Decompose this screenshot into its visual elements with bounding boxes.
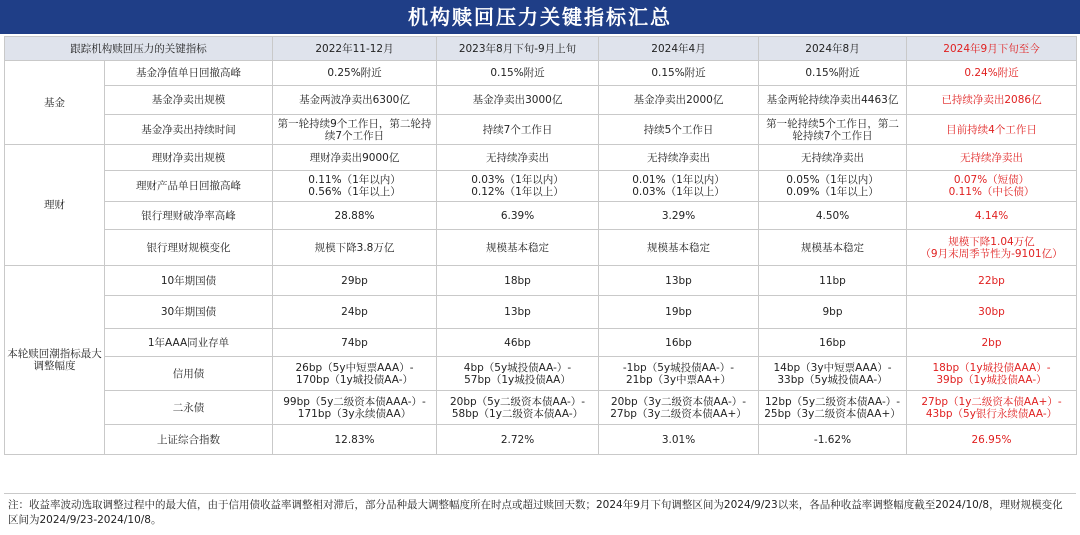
value-cell-current: 已持续净卖出2086亿 xyxy=(907,86,1077,115)
value-cell: 3.01% xyxy=(599,425,759,455)
value-cell: 14bp（3y中短票AAA）- 33bp（5y城投债AA-） xyxy=(759,357,907,391)
value-cell: 4bp（5y城投债AA-）- 57bp（1y城投债AA） xyxy=(437,357,599,391)
value-cell-current: 2bp xyxy=(907,329,1077,357)
value-cell: 13bp xyxy=(599,266,759,296)
group-label: 基金 xyxy=(5,61,105,145)
indicator-name: 30年期国债 xyxy=(105,296,273,329)
header-period-current: 2024年9月下旬至今 xyxy=(907,37,1077,61)
value-cell: 18bp xyxy=(437,266,599,296)
value-cell-current: 目前持续4个工作日 xyxy=(907,115,1077,145)
value-cell: 20bp（5y二级资本债AA-）- 58bp（1y二级资本债AA-） xyxy=(437,391,599,425)
value-cell: 0.11%（1年以内） 0.56%（1年以上） xyxy=(273,171,437,202)
table-row xyxy=(5,266,1077,296)
group-label: 理财 xyxy=(5,145,105,266)
table-row xyxy=(5,115,1077,145)
indicator-name: 信用债 xyxy=(105,357,273,391)
value-cell: 24bp xyxy=(273,296,437,329)
header-period: 2023年8月下旬-9月上旬 xyxy=(437,37,599,61)
indicator-name: 银行理财规模变化 xyxy=(105,230,273,266)
indicator-name: 10年期国债 xyxy=(105,266,273,296)
group-label: 本轮赎回潮指标最大调整幅度 xyxy=(5,266,105,455)
value-cell: 0.03%（1年以内） 0.12%（1年以上） xyxy=(437,171,599,202)
value-cell: 28.88% xyxy=(273,202,437,230)
table-row xyxy=(5,357,1077,391)
indicator-name: 1年AAA同业存单 xyxy=(105,329,273,357)
value-cell: 29bp xyxy=(273,266,437,296)
value-cell: 基金两轮持续净卖出4463亿 xyxy=(759,86,907,115)
value-cell: -1.62% xyxy=(759,425,907,455)
value-cell-current: 0.07%（短债） 0.11%（中长债） xyxy=(907,171,1077,202)
value-cell-current: 26.95% xyxy=(907,425,1077,455)
header-indicator: 跟踪机构赎回压力的关键指标 xyxy=(5,37,273,61)
value-cell: 基金净卖出2000亿 xyxy=(599,86,759,115)
value-cell: 第一轮持续5个工作日，第二轮持续7个工作日 xyxy=(759,115,907,145)
value-cell: 13bp xyxy=(437,296,599,329)
table-row xyxy=(5,329,1077,357)
value-cell: 19bp xyxy=(599,296,759,329)
value-cell-current: 22bp xyxy=(907,266,1077,296)
value-cell: 基金两波净卖出6300亿 xyxy=(273,86,437,115)
value-cell: 11bp xyxy=(759,266,907,296)
value-cell-current: 30bp xyxy=(907,296,1077,329)
value-cell: 12bp（5y二级资本债AA-）- 25bp（3y二级资本债AA+） xyxy=(759,391,907,425)
header-period: 2024年8月 xyxy=(759,37,907,61)
value-cell: 规模基本稳定 xyxy=(599,230,759,266)
header-period: 2024年4月 xyxy=(599,37,759,61)
value-cell: 3.29% xyxy=(599,202,759,230)
indicator-name: 银行理财破净率高峰 xyxy=(105,202,273,230)
value-cell: 第一轮持续9个工作日，第二轮持续7个工作日 xyxy=(273,115,437,145)
value-cell: 46bp xyxy=(437,329,599,357)
value-cell: 持续7个工作日 xyxy=(437,115,599,145)
value-cell: 16bp xyxy=(599,329,759,357)
table-row xyxy=(5,171,1077,202)
value-cell: 16bp xyxy=(759,329,907,357)
value-cell-current: 规模下降1.04万亿 （9月末周季节性为-9101亿） xyxy=(907,230,1077,266)
value-cell: 26bp（5y中短票AAA）- 170bp（1y城投债AA-） xyxy=(273,357,437,391)
header-period: 2022年11-12月 xyxy=(273,37,437,61)
value-cell: 规模下降3.8万亿 xyxy=(273,230,437,266)
indicator-name: 基金净卖出持续时间 xyxy=(105,115,273,145)
value-cell: 规模基本稳定 xyxy=(759,230,907,266)
table-row xyxy=(5,425,1077,455)
indicator-name: 理财净卖出规模 xyxy=(105,145,273,171)
value-cell: 9bp xyxy=(759,296,907,329)
table-row xyxy=(5,145,1077,171)
value-cell: 0.15%附近 xyxy=(437,61,599,86)
table-row xyxy=(5,391,1077,425)
indicator-name: 二永债 xyxy=(105,391,273,425)
value-cell: 12.83% xyxy=(273,425,437,455)
value-cell: 74bp xyxy=(273,329,437,357)
value-cell: -1bp（5y城投债AA-）- 21bp（3y中票AA+） xyxy=(599,357,759,391)
value-cell-current: 18bp（1y城投债AAA）- 39bp（1y城投债AA-） xyxy=(907,357,1077,391)
table-row xyxy=(5,86,1077,115)
value-cell: 99bp（5y二级资本债AAA-）- 171bp（3y永续债AA） xyxy=(273,391,437,425)
value-cell: 0.25%附近 xyxy=(273,61,437,86)
value-cell: 20bp（3y二级资本债AA-）- 27bp（3y二级资本债AA+） xyxy=(599,391,759,425)
indicator-name: 上证综合指数 xyxy=(105,425,273,455)
indicator-name: 理财产品单日回撤高峰 xyxy=(105,171,273,202)
value-cell: 0.15%附近 xyxy=(599,61,759,86)
value-cell: 0.05%（1年以内） 0.09%（1年以上） xyxy=(759,171,907,202)
footnote: 注：收益率波动选取调整过程中的最大值，由于信用债收益率调整相对滞后，部分品种最大调整幅度所在时点或超过赎回天数；2024年9月下旬调整区间为2024/9/23以来，各品种收益率调整幅度截至2024/10/8，理财规模变化区间为2024/9/23-2024/10/8。 xyxy=(4,493,1076,533)
value-cell: 0.01%（1年以内） 0.03%（1年以上） xyxy=(599,171,759,202)
table-row xyxy=(5,230,1077,266)
value-cell: 持续5个工作日 xyxy=(599,115,759,145)
value-cell-current: 4.14% xyxy=(907,202,1077,230)
table-row xyxy=(5,61,1077,86)
value-cell: 无持续净卖出 xyxy=(599,145,759,171)
page-title: 机构赎回压力关键指标汇总 xyxy=(0,0,1080,34)
indicator-table xyxy=(4,36,1077,455)
indicator-name: 基金净卖出规模 xyxy=(105,86,273,115)
value-cell-current: 0.24%附近 xyxy=(907,61,1077,86)
value-cell-current: 27bp（1y二级资本债AA+）- 43bp（5y银行永续债AA-） xyxy=(907,391,1077,425)
value-cell: 理财净卖出9000亿 xyxy=(273,145,437,171)
value-cell: 4.50% xyxy=(759,202,907,230)
table-row xyxy=(5,296,1077,329)
value-cell: 基金净卖出3000亿 xyxy=(437,86,599,115)
value-cell: 2.72% xyxy=(437,425,599,455)
value-cell-current: 无持续净卖出 xyxy=(907,145,1077,171)
indicator-name: 基金净值单日回撤高峰 xyxy=(105,61,273,86)
value-cell: 无持续净卖出 xyxy=(437,145,599,171)
value-cell: 无持续净卖出 xyxy=(759,145,907,171)
value-cell: 0.15%附近 xyxy=(759,61,907,86)
table-row xyxy=(5,202,1077,230)
table-header-row xyxy=(5,37,1077,61)
value-cell: 规模基本稳定 xyxy=(437,230,599,266)
value-cell: 6.39% xyxy=(437,202,599,230)
